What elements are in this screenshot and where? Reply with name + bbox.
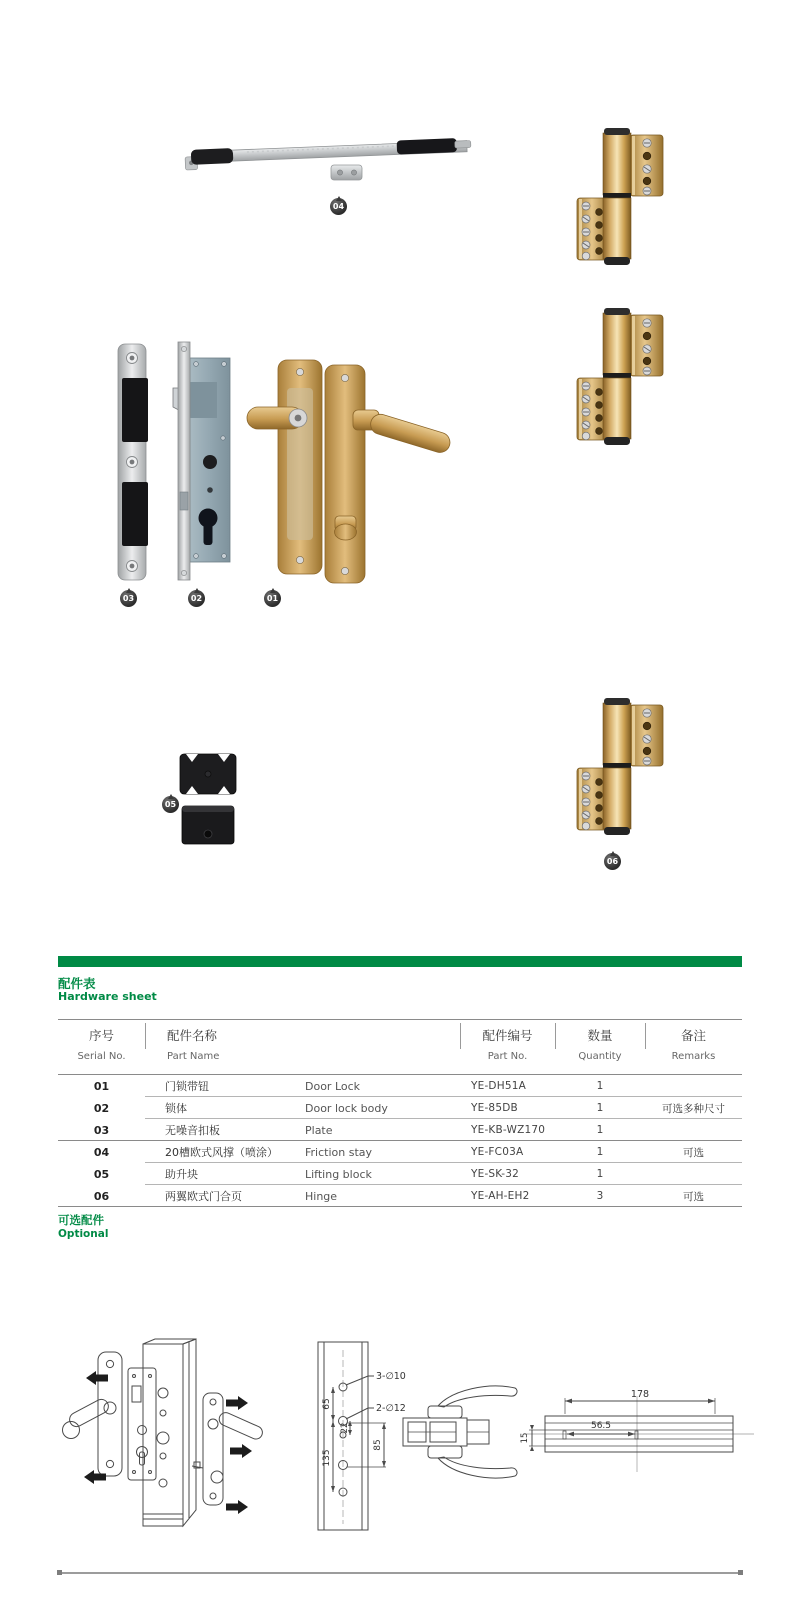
lifting-block-image — [176, 748, 240, 848]
cell-remarks: 可选多种尺寸 — [662, 1102, 725, 1115]
cell-part-no: YE-KB-WZ170 — [471, 1124, 546, 1136]
callout-label: 04 — [332, 202, 345, 211]
cell-qty: 1 — [596, 1102, 604, 1114]
header-qty-en: Quantity — [578, 1051, 622, 1062]
table-row — [58, 1141, 742, 1163]
callout-pin-03 — [120, 590, 137, 607]
hardware-sheet-title-cn: 配件表 — [58, 976, 96, 991]
table-row — [58, 1075, 742, 1097]
callout-pin-02 — [188, 590, 205, 607]
callout-pin-04 — [330, 198, 347, 215]
exploded-assembly-drawing — [50, 1338, 300, 1538]
lifting-block-plate — [180, 754, 236, 794]
dim-label-56-5: 56.5 — [590, 1421, 612, 1431]
cell-name-en: Hinge — [305, 1189, 338, 1203]
cell-qty: 1 — [596, 1124, 604, 1136]
cell-serial: 03 — [93, 1123, 110, 1137]
dim-label-65: 65 — [322, 1398, 332, 1410]
dim-label-178: 178 — [630, 1389, 650, 1400]
cell-name-cn: 助升块 — [165, 1168, 198, 1181]
drilling-dimension-drawing — [300, 1338, 530, 1534]
callout-label: 02 — [190, 594, 203, 603]
dim-label-3d10: 3-∅10 — [376, 1371, 406, 1382]
cell-qty: 1 — [596, 1146, 604, 1158]
dim-label-22: 22 — [340, 1422, 350, 1434]
friction-stay-bracket — [331, 165, 362, 180]
friction-stay-image — [185, 122, 485, 194]
header-serial-cn: 序号 — [88, 1028, 114, 1043]
lifting-block-body — [182, 806, 234, 844]
optional-title-en: Optional — [58, 1228, 109, 1240]
cell-remarks: 可选 — [683, 1146, 704, 1159]
table-row — [58, 1119, 742, 1141]
dim-label-85: 85 — [373, 1439, 383, 1451]
header-partno-cn: 配件编号 — [482, 1028, 533, 1043]
cell-name-cn: 20槽欧式风撑（喷涂） — [165, 1146, 278, 1159]
cell-qty: 1 — [596, 1080, 604, 1092]
handle-cross-section — [403, 1386, 517, 1478]
green-section-bar — [58, 956, 742, 967]
friction-stay-bar — [185, 138, 472, 170]
cell-serial: 06 — [93, 1189, 110, 1203]
callout-pin-01 — [264, 590, 281, 607]
header-name-cn: 配件名称 — [167, 1028, 218, 1043]
callout-label: 05 — [164, 800, 177, 809]
table-header — [58, 1019, 742, 1075]
cell-name-cn: 两翼欧式门合页 — [165, 1190, 242, 1203]
table-row — [58, 1185, 742, 1207]
callout-pin-05 — [162, 796, 179, 813]
strike-plate-image — [110, 342, 156, 582]
header-qty-cn: 数量 — [587, 1028, 613, 1043]
cell-name-cn: 门锁带钮 — [165, 1080, 209, 1093]
cell-part-no: YE-SK-32 — [471, 1168, 520, 1180]
lock-body-image — [166, 342, 238, 582]
hinge-image-bottom — [573, 696, 669, 838]
cell-name-en: Plate — [305, 1123, 333, 1137]
hinge-image-middle — [573, 306, 669, 448]
header-remarks-cn: 备注 — [680, 1028, 706, 1043]
table-row — [58, 1097, 742, 1119]
door-handle-image — [245, 350, 435, 590]
cell-qty: 1 — [596, 1168, 604, 1180]
header-partno-en: Part No. — [487, 1051, 528, 1062]
dim-label-2d12: 2-∅12 — [376, 1403, 406, 1414]
header-remarks-en: Remarks — [671, 1051, 716, 1062]
dim-label-135: 135 — [322, 1449, 332, 1467]
cell-serial: 01 — [93, 1079, 110, 1093]
parts-table — [58, 1019, 742, 1207]
callout-label: 03 — [122, 594, 135, 603]
cell-qty: 3 — [596, 1190, 604, 1202]
cell-name-en: Friction stay — [305, 1145, 373, 1159]
callout-pin-06 — [604, 853, 621, 870]
cell-remarks: 可选 — [683, 1190, 704, 1203]
cell-serial: 05 — [93, 1167, 110, 1181]
cell-part-no: YE-FC03A — [471, 1146, 524, 1158]
cell-name-en: Door Lock — [305, 1079, 361, 1093]
callout-label: 06 — [606, 857, 619, 866]
cell-name-cn: 无噪音扣板 — [165, 1124, 220, 1137]
cell-name-en: Door lock body — [305, 1101, 388, 1115]
hardware-sheet-title-en: Hardware sheet — [58, 990, 157, 1003]
cell-serial: 04 — [93, 1145, 110, 1159]
cell-part-no: YE-AH-EH2 — [471, 1190, 530, 1202]
dim-label-15: 15 — [520, 1432, 530, 1444]
optional-title-cn: 可选配件 — [58, 1213, 104, 1227]
header-name-en: Part Name — [167, 1051, 220, 1062]
header-serial-en: Serial No. — [77, 1051, 126, 1062]
table-row — [58, 1163, 742, 1185]
hinge-image-top — [573, 126, 669, 268]
cell-serial: 02 — [93, 1101, 110, 1115]
cell-part-no: YE-85DB — [471, 1102, 518, 1114]
bottom-divider — [58, 1572, 742, 1574]
cell-name-en: Lifting block — [305, 1167, 372, 1181]
callout-label: 01 — [266, 594, 279, 603]
rail-dimension-drawing — [518, 1368, 760, 1478]
cell-part-no: YE-DH51A — [471, 1080, 526, 1092]
cell-name-cn: 锁体 — [165, 1102, 187, 1115]
